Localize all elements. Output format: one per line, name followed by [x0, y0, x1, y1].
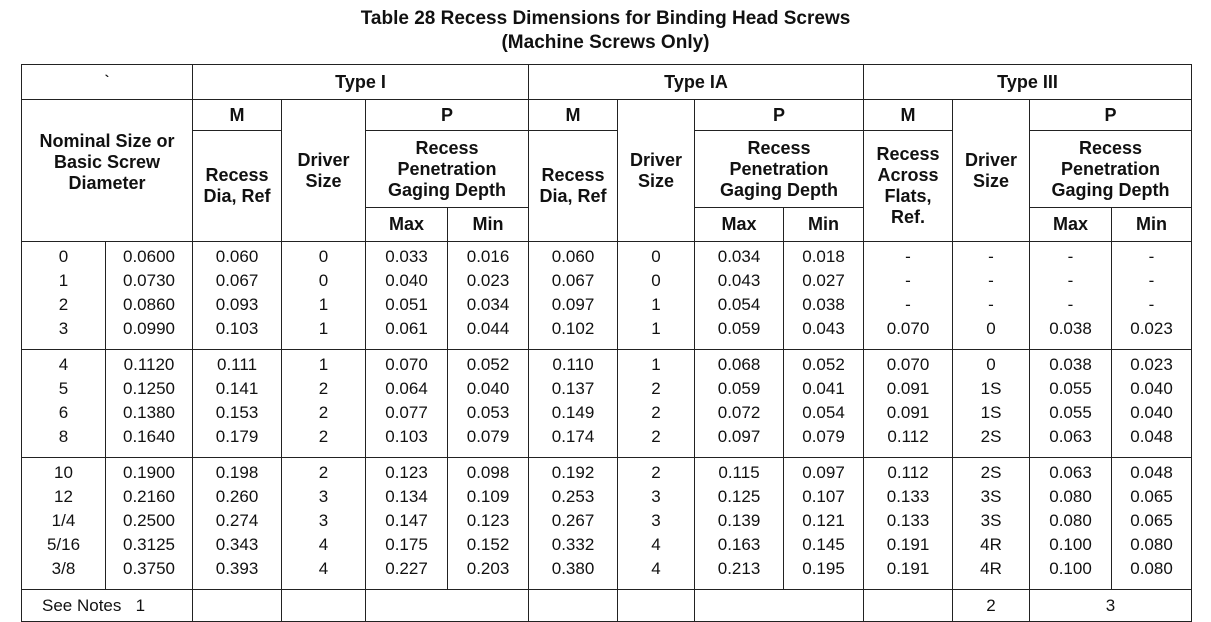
type3-driver-size-cell	[953, 242, 1030, 350]
notes-empty	[618, 590, 695, 622]
driver-note-ref: 2	[953, 590, 1030, 622]
type1-driver-size-value: 3	[318, 487, 329, 506]
type3-min-value: -	[1148, 295, 1155, 314]
type3-driver-size-cell	[953, 350, 1030, 458]
type3-max-value: 0.055	[1049, 403, 1092, 422]
nominal-size-value: 0	[58, 247, 69, 266]
type1a-driver-size-cell	[618, 350, 695, 458]
type3-max-value: 0.080	[1049, 487, 1092, 506]
type1a-min-cell	[784, 458, 864, 590]
type1a-max-value: 0.072	[717, 403, 761, 422]
data-group	[22, 242, 1192, 350]
type3-driver-size-value: 4R	[980, 535, 1002, 554]
type1-driver-size-value: 1	[318, 295, 329, 314]
type1-driver-size-value: 2	[318, 403, 329, 422]
type3-max-cell	[1030, 458, 1112, 590]
type1a-max-value: 0.043	[717, 271, 761, 290]
type1a-min-value: 0.107	[802, 487, 845, 506]
recess-penetration-label: Recess Penetration Gaging Depth	[388, 137, 507, 200]
type3-max-value: 0.038	[1049, 319, 1092, 338]
notes-empty	[366, 590, 529, 622]
type3-recess-across-value: -	[905, 247, 911, 266]
recess-across-label: Recess Across Flats, Ref.	[876, 144, 940, 227]
header-type1-m: M	[193, 100, 282, 131]
basic-diameter-value: 0.1120	[123, 355, 175, 374]
type1a-recess-dia-value: 0.267	[551, 511, 595, 530]
type1-max-value: 0.134	[385, 487, 428, 506]
type1a-driver-size-value: 0	[651, 247, 661, 266]
type1-min-value: 0.053	[466, 403, 510, 422]
type1a-recess-dia-value: 0.067	[551, 271, 595, 290]
type1-recess-dia-value: 0.111	[217, 355, 258, 374]
type1-min-value: 0.109	[466, 487, 510, 506]
type3-max-value: -	[1067, 295, 1074, 314]
type3-recess-across-value: 0.091	[886, 403, 930, 422]
type1a-max-cell	[695, 350, 784, 458]
type1a-recess-dia-cell	[529, 242, 618, 350]
type3-min-cell	[1112, 350, 1192, 458]
type1a-min-value: 0.121	[802, 511, 845, 530]
type3-recess-across-value: 0.070	[886, 355, 930, 374]
type1a-driver-size-value: 2	[651, 463, 661, 482]
header-type1a-driver-size: Driver Size	[618, 100, 695, 242]
recess-dimensions-table	[21, 64, 1192, 622]
type1a-driver-size-value: 2	[651, 427, 661, 446]
type1-recess-dia-value: 0.343	[215, 535, 259, 554]
type1-min-value: 0.123	[466, 511, 510, 530]
header-type-1: Type I	[193, 65, 529, 100]
type1-min-value: 0.098	[466, 463, 510, 482]
type3-driver-size-value: 0	[986, 319, 996, 338]
header-type1-min: Min	[448, 208, 529, 242]
nominal-size-label: Nominal Size or Basic Screw Diameter	[39, 131, 175, 193]
header-type1-driver-size: Driver Size	[282, 100, 366, 242]
type1a-driver-size-value: 3	[651, 511, 661, 530]
header-type1a-recess-dia	[529, 131, 618, 242]
type3-min-cell	[1112, 242, 1192, 350]
type1-min-value: 0.040	[466, 379, 510, 398]
basic-diameter-cell	[106, 458, 193, 590]
type1-max-value: 0.061	[385, 319, 428, 338]
type1-min-value: 0.034	[466, 295, 510, 314]
basic-diameter-value: 0.1900	[123, 463, 175, 482]
type1a-recess-dia-value: 0.110	[552, 355, 594, 374]
type1-recess-dia-value: 0.093	[215, 295, 259, 314]
header-type1a-p: P	[695, 100, 864, 131]
header-type3-driver-size: Driver Size	[953, 100, 1030, 242]
type1-driver-size-value: 0	[318, 247, 329, 266]
table-title: Table 28 Recess Dimensions for Binding Head Screws	[360, 8, 851, 29]
header-type1a-m: M	[529, 100, 618, 131]
header-type1a-max: Max	[695, 208, 784, 242]
data-group	[22, 458, 1192, 590]
type3-recess-across-value: 0.191	[886, 535, 930, 554]
type1a-recess-dia-cell	[529, 350, 618, 458]
type1-driver-size-value: 0	[318, 271, 329, 290]
type1a-recess-dia-value: 0.137	[551, 379, 595, 398]
type3-max-value: 0.063	[1049, 427, 1092, 446]
type1-recess-dia-value: 0.260	[215, 487, 259, 506]
type1a-recess-dia-value: 0.380	[551, 559, 595, 578]
type1-driver-size-value: 2	[318, 427, 329, 446]
nominal-size-cell	[22, 242, 106, 350]
p-note-ref: 3	[1030, 590, 1192, 622]
type3-driver-size-value: -	[988, 247, 994, 266]
type1a-driver-size-value: 1	[651, 295, 661, 314]
type1a-recess-dia-value: 0.174	[551, 427, 595, 446]
type1a-max-cell	[695, 458, 784, 590]
type3-min-value: 0.048	[1130, 427, 1173, 446]
type1-max-value: 0.175	[385, 535, 428, 554]
type1a-max-value: 0.059	[717, 379, 761, 398]
notes-empty	[695, 590, 864, 622]
header-type3-min: Min	[1112, 208, 1192, 242]
type1a-recess-dia-value: 0.060	[551, 247, 595, 266]
type1-max-value: 0.033	[385, 247, 428, 266]
nominal-size-value: 10	[54, 463, 73, 482]
type1-recess-dia-value: 0.198	[215, 463, 259, 482]
nominal-size-value: 3/8	[51, 559, 76, 578]
basic-diameter-value: 0.3750	[123, 559, 175, 578]
type3-driver-size-value: 1S	[980, 403, 1002, 422]
type1a-min-value: 0.054	[802, 403, 845, 422]
type1a-driver-size-cell	[618, 458, 695, 590]
notes-cell	[22, 590, 193, 622]
basic-diameter-value: 0.1380	[123, 403, 175, 422]
type1-max-cell	[366, 242, 448, 350]
header-type3-p: P	[1030, 100, 1192, 131]
notes-row	[22, 590, 1192, 622]
type3-max-value: -	[1067, 271, 1074, 290]
recess-penetration-label: Recess Penetration Gaging Depth	[1051, 137, 1170, 200]
type1a-max-value: 0.097	[717, 427, 761, 446]
type1a-driver-size-value: 2	[651, 403, 661, 422]
type3-max-value: 0.080	[1049, 511, 1092, 530]
type1-driver-size-value: 3	[318, 511, 329, 530]
basic-diameter-cell	[106, 350, 193, 458]
type1a-min-value: 0.038	[802, 295, 845, 314]
type1a-driver-size-value: 1	[651, 319, 661, 338]
type3-driver-size-value: -	[988, 295, 994, 314]
type1a-min-cell	[784, 242, 864, 350]
type3-recess-across-cell	[864, 242, 953, 350]
type1-min-value: 0.052	[466, 355, 510, 374]
type1-max-value: 0.103	[385, 427, 428, 446]
basic-diameter-value: 0.1250	[123, 379, 175, 398]
type1a-max-value: 0.213	[717, 559, 761, 578]
type1a-min-value: 0.079	[802, 427, 845, 446]
type1-max-value: 0.070	[385, 355, 428, 374]
type3-driver-size-value: -	[988, 271, 994, 290]
type1a-min-value: 0.145	[802, 535, 845, 554]
type3-driver-size-value: 4R	[980, 559, 1002, 578]
type3-max-value: 0.055	[1049, 379, 1092, 398]
type3-driver-size-value: 2S	[980, 427, 1002, 446]
type1-max-cell	[366, 350, 448, 458]
type3-min-cell	[1112, 458, 1192, 590]
type1a-min-value: 0.043	[802, 319, 845, 338]
type1a-driver-size-cell	[618, 242, 695, 350]
type1-recess-dia-value: 0.067	[215, 271, 259, 290]
basic-diameter-value: 0.0600	[123, 247, 175, 266]
type3-driver-size-value: 0	[986, 355, 996, 374]
type3-recess-across-value: 0.191	[886, 559, 930, 578]
basic-diameter-value: 0.1640	[123, 427, 175, 446]
header-type1-max: Max	[366, 208, 448, 242]
type1-driver-size-cell	[282, 458, 366, 590]
type1-min-value: 0.044	[466, 319, 510, 338]
type1a-min-value: 0.195	[802, 559, 845, 578]
type3-min-value: -	[1148, 247, 1155, 266]
type1-max-value: 0.123	[385, 463, 428, 482]
see-notes-label: See Notes	[42, 595, 122, 615]
type3-max-value: 0.100	[1049, 559, 1092, 578]
nominal-size-cell	[22, 458, 106, 590]
type1a-driver-size-value: 3	[651, 487, 661, 506]
type1a-max-value: 0.115	[718, 463, 760, 482]
header-type3-recess-across	[864, 131, 953, 242]
nominal-size-value: 1/4	[51, 511, 76, 530]
type3-max-cell	[1030, 350, 1112, 458]
type1-recess-dia-cell	[193, 458, 282, 590]
type1-min-cell	[448, 458, 529, 590]
nominal-size-value: 3	[58, 319, 69, 338]
type1-recess-dia-cell	[193, 242, 282, 350]
nominal-size-value: 2	[58, 295, 69, 314]
type1-driver-size-cell	[282, 242, 366, 350]
type3-recess-across-value: 0.133	[886, 511, 930, 530]
type1-driver-size-cell	[282, 350, 366, 458]
type3-max-value: 0.038	[1049, 355, 1092, 374]
header-type3-max: Max	[1030, 208, 1112, 242]
type1-max-value: 0.077	[385, 403, 428, 422]
type1-min-value: 0.079	[466, 427, 510, 446]
type1-driver-size-value: 2	[318, 379, 329, 398]
type1a-driver-size-value: 2	[651, 379, 661, 398]
nominal-size-value: 12	[54, 487, 73, 506]
type1-min-cell	[448, 242, 529, 350]
nominal-size-value: 1	[58, 271, 69, 290]
type3-recess-across-value: 0.112	[887, 463, 929, 482]
type3-driver-size-value: 3S	[980, 487, 1002, 506]
basic-diameter-value: 0.2500	[123, 511, 175, 530]
type1a-min-value: 0.041	[802, 379, 845, 398]
header-type-3: Type III	[864, 65, 1192, 100]
type1-max-cell	[366, 458, 448, 590]
type1a-min-value: 0.027	[802, 271, 845, 290]
basic-diameter-value: 0.0990	[123, 319, 175, 338]
data-group	[22, 350, 1192, 458]
recess-dia-label: Recess Dia, Ref	[539, 165, 607, 206]
header-type3-recess-penetration	[1030, 131, 1192, 208]
notes-empty	[193, 590, 282, 622]
notes-empty	[864, 590, 953, 622]
header-type1-recess-penetration	[366, 131, 529, 208]
type3-driver-size-value: 3S	[980, 511, 1002, 530]
header-type3-m: M	[864, 100, 953, 131]
nominal-note-ref: 1	[135, 595, 146, 615]
header-type1-p: P	[366, 100, 529, 131]
type3-min-value: 0.023	[1130, 355, 1173, 374]
type3-recess-across-value: 0.070	[886, 319, 930, 338]
type1a-min-cell	[784, 350, 864, 458]
type1-recess-dia-value: 0.141	[215, 379, 259, 398]
type1-max-value: 0.227	[385, 559, 428, 578]
basic-diameter-cell	[106, 242, 193, 350]
type1a-max-value: 0.059	[717, 319, 761, 338]
header-type1-recess-dia	[193, 131, 282, 242]
nominal-size-value: 5	[58, 379, 69, 398]
type3-min-value: -	[1148, 271, 1155, 290]
type1-max-value: 0.147	[385, 511, 428, 530]
type1a-max-value: 0.163	[717, 535, 761, 554]
type1-max-value: 0.051	[385, 295, 428, 314]
type3-min-value: 0.080	[1130, 559, 1173, 578]
nominal-size-value: 8	[58, 427, 69, 446]
type1-min-value: 0.016	[466, 247, 510, 266]
type1-min-value: 0.203	[466, 559, 510, 578]
type1-driver-size-value: 1	[318, 355, 329, 374]
type1-min-cell	[448, 350, 529, 458]
type1a-max-value: 0.139	[717, 511, 761, 530]
basic-diameter-value: 0.3125	[123, 535, 175, 554]
basic-diameter-value: 0.0730	[123, 271, 175, 290]
table-body	[22, 242, 1192, 590]
header-type1a-min: Min	[784, 208, 864, 242]
type3-recess-across-value: 0.112	[887, 427, 929, 446]
type1-recess-dia-value: 0.179	[215, 427, 259, 446]
type3-min-value: 0.080	[1130, 535, 1173, 554]
type3-min-value: 0.065	[1130, 487, 1173, 506]
type3-min-value: 0.023	[1130, 319, 1173, 338]
tick-mark: `	[104, 72, 110, 88]
type1-recess-dia-value: 0.153	[215, 403, 259, 422]
header-type1a-recess-penetration	[695, 131, 864, 208]
type3-max-value: -	[1067, 247, 1074, 266]
type1a-max-value: 0.054	[717, 295, 761, 314]
type1-driver-size-value: 2	[318, 463, 329, 482]
notes-empty	[529, 590, 618, 622]
type1a-max-value: 0.068	[717, 355, 761, 374]
basic-diameter-value: 0.0860	[123, 295, 175, 314]
type1a-driver-size-value: 4	[651, 535, 661, 554]
type3-recess-across-cell	[864, 458, 953, 590]
type1a-max-value: 0.125	[717, 487, 761, 506]
type1a-recess-dia-value: 0.253	[551, 487, 595, 506]
type1a-driver-size-value: 0	[651, 271, 661, 290]
type3-recess-across-cell	[864, 350, 953, 458]
type1a-min-value: 0.097	[802, 463, 845, 482]
type1-recess-dia-value: 0.393	[215, 559, 259, 578]
type1a-recess-dia-cell	[529, 458, 618, 590]
type3-min-value: 0.065	[1130, 511, 1173, 530]
type3-min-value: 0.040	[1130, 379, 1173, 398]
type1a-min-value: 0.018	[802, 247, 845, 266]
recess-dia-label: Recess Dia, Ref	[203, 165, 271, 206]
type1a-driver-size-value: 1	[651, 355, 661, 374]
table-subtitle: (Machine Screws Only)	[501, 32, 710, 53]
type1-max-value: 0.064	[385, 379, 428, 398]
type1a-min-value: 0.052	[802, 355, 845, 374]
type1-recess-dia-value: 0.103	[215, 319, 259, 338]
type1-driver-size-value: 4	[318, 559, 329, 578]
type3-max-value: 0.063	[1049, 463, 1092, 482]
header-type-1a: Type IA	[529, 65, 864, 100]
recess-penetration-label: Recess Penetration Gaging Depth	[720, 137, 839, 200]
type1-recess-dia-value: 0.060	[215, 247, 259, 266]
type1a-recess-dia-value: 0.332	[551, 535, 595, 554]
type1a-recess-dia-value: 0.097	[551, 295, 595, 314]
type3-recess-across-value: 0.133	[886, 487, 930, 506]
header-tick-cell	[22, 65, 193, 100]
nominal-size-value: 4	[58, 355, 69, 374]
type3-max-value: 0.100	[1049, 535, 1092, 554]
type1a-recess-dia-value: 0.149	[551, 403, 595, 422]
type3-driver-size-cell	[953, 458, 1030, 590]
type3-max-cell	[1030, 242, 1112, 350]
type3-min-value: 0.048	[1130, 463, 1173, 482]
type1a-recess-dia-value: 0.192	[551, 463, 595, 482]
type1a-max-value: 0.034	[717, 247, 761, 266]
type3-driver-size-value: 1S	[980, 379, 1002, 398]
type1-min-value: 0.152	[466, 535, 510, 554]
type1a-driver-size-value: 4	[651, 559, 661, 578]
type3-min-value: 0.040	[1130, 403, 1173, 422]
nominal-size-value: 6	[58, 403, 69, 422]
header-nominal-size	[22, 100, 193, 242]
type3-recess-across-value: -	[905, 295, 911, 314]
type1-driver-size-value: 4	[318, 535, 329, 554]
notes-empty	[282, 590, 366, 622]
type1-driver-size-value: 1	[318, 319, 329, 338]
type1-recess-dia-value: 0.274	[215, 511, 259, 530]
basic-diameter-value: 0.2160	[123, 487, 175, 506]
type1-min-value: 0.023	[466, 271, 510, 290]
type1-max-value: 0.040	[385, 271, 428, 290]
type1-recess-dia-cell	[193, 350, 282, 458]
type3-recess-across-value: -	[905, 271, 911, 290]
type3-recess-across-value: 0.091	[886, 379, 930, 398]
nominal-size-value: 5/16	[46, 535, 81, 554]
type1a-max-cell	[695, 242, 784, 350]
type1a-recess-dia-value: 0.102	[551, 319, 595, 338]
nominal-size-cell	[22, 350, 106, 458]
type3-driver-size-value: 2S	[980, 463, 1002, 482]
